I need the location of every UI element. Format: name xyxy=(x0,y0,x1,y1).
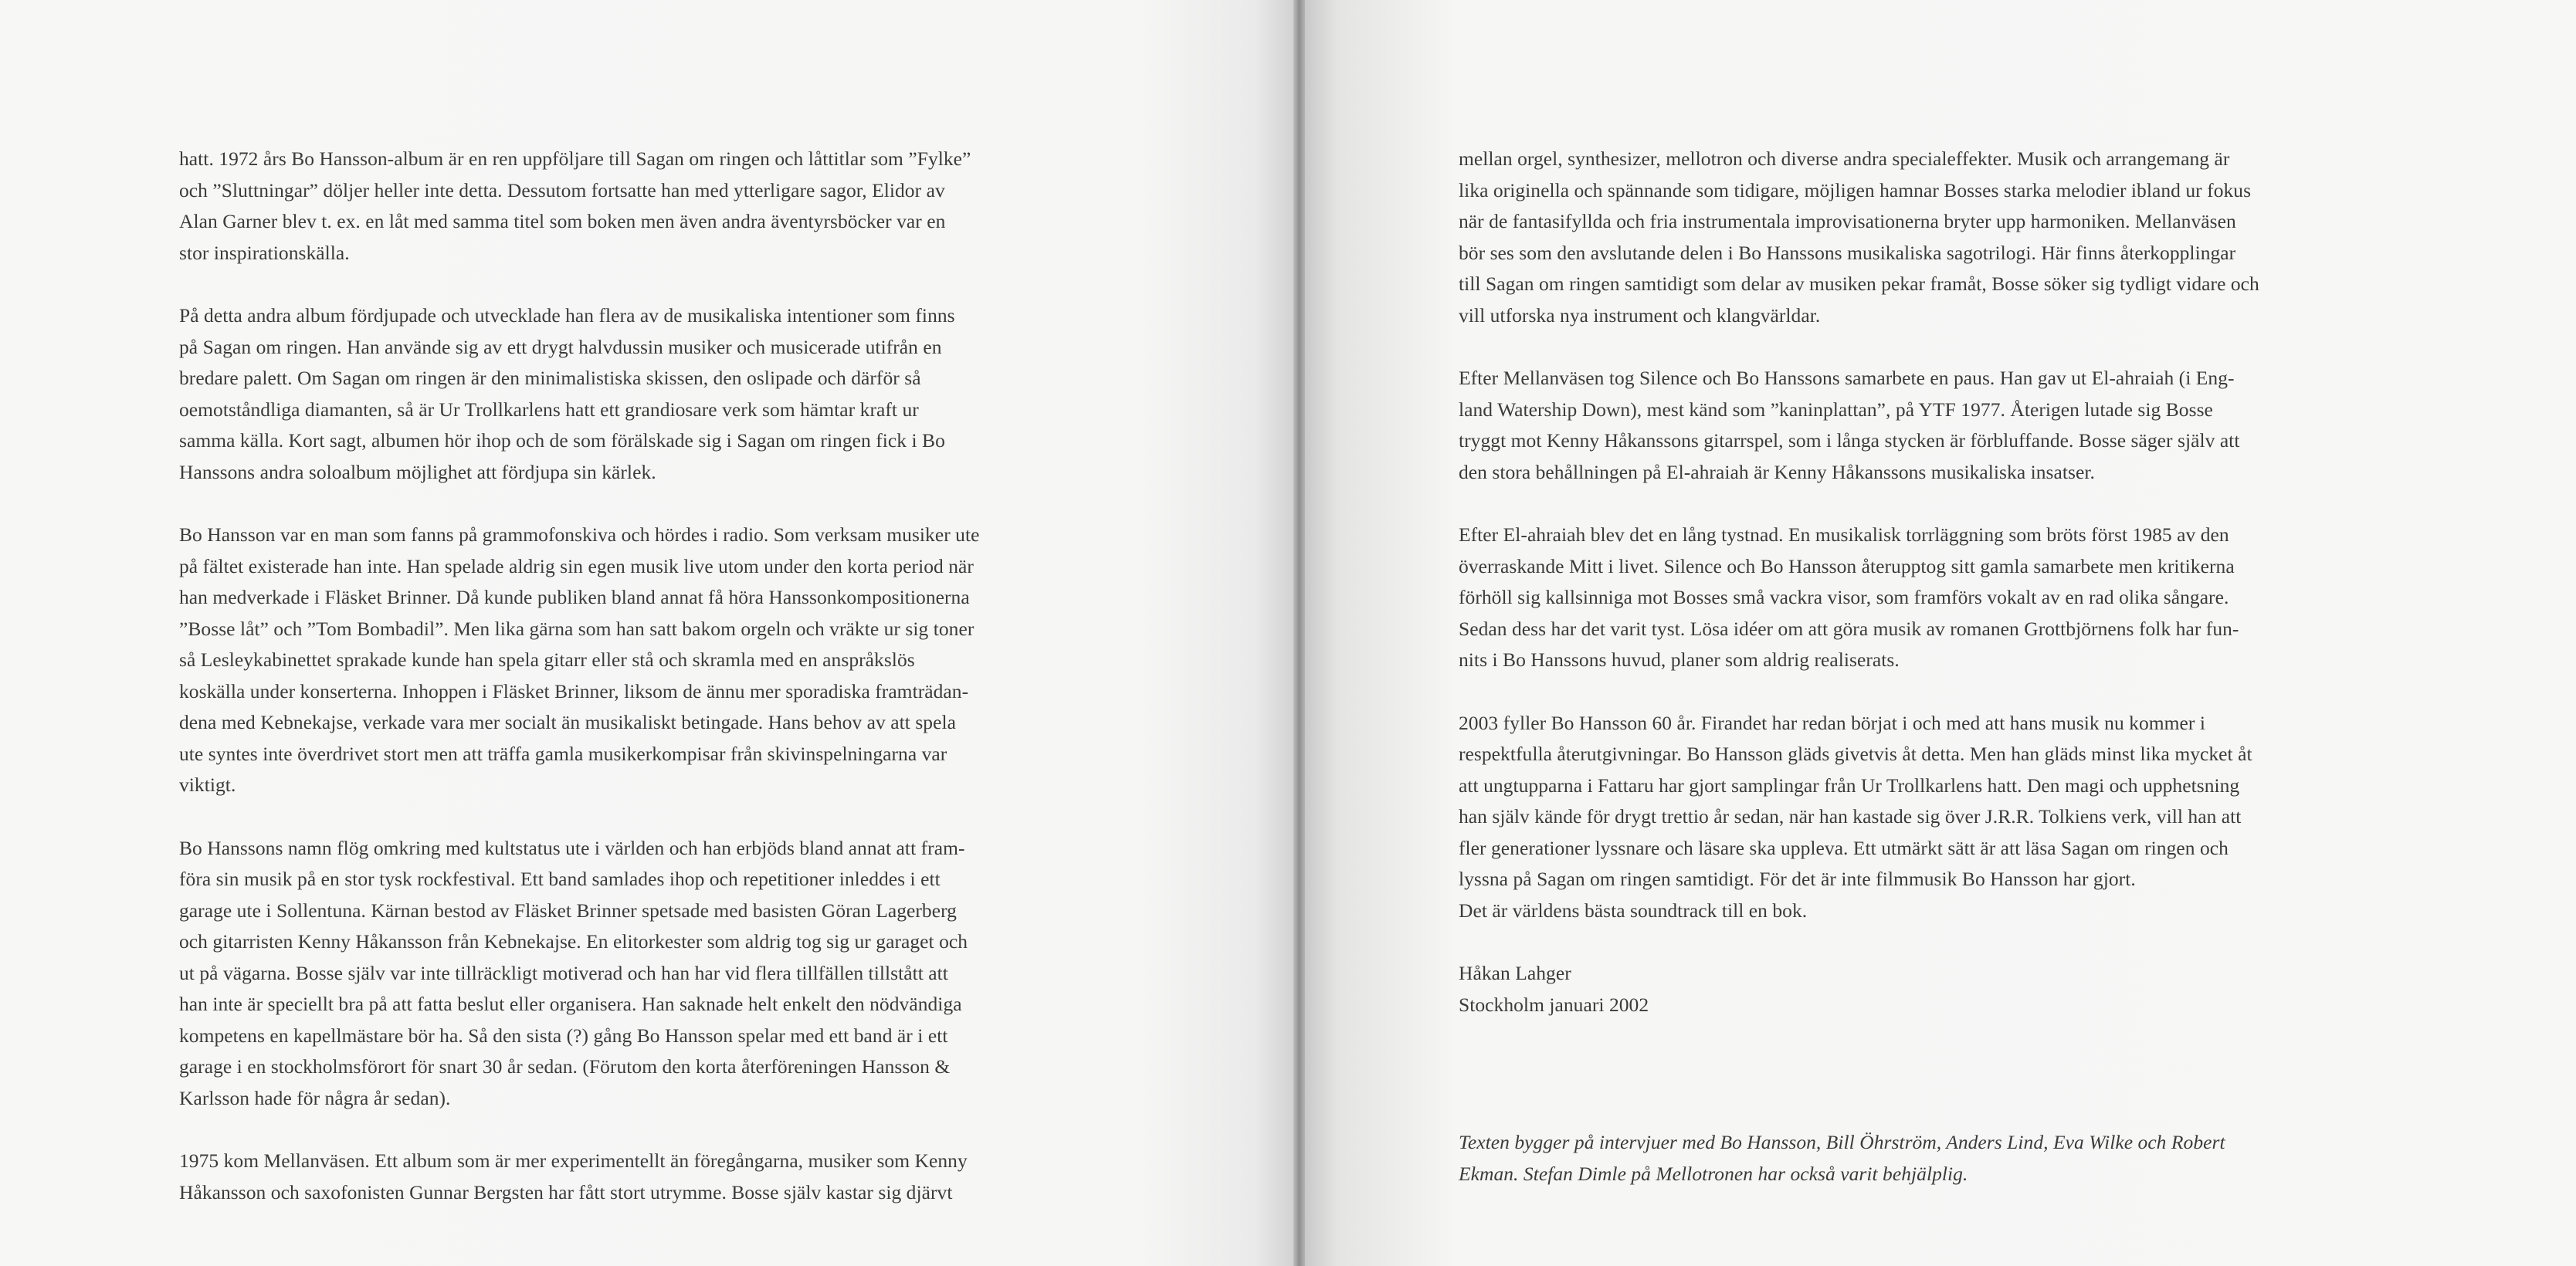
text-line: Det är världens bästa soundtrack till en bok. xyxy=(1459,899,1808,922)
text-line: hatt. 1972 års Bo Hansson-album är en ren uppföljare till Sagan om ringen och låttitlar som ”Fylke” xyxy=(179,147,971,170)
text-line: viktigt. xyxy=(179,773,236,796)
text-line: Håkansson och saxofonisten Gunnar Bergsten har fått stort utrymme. Bosse själv kastar sig djärvt xyxy=(179,1180,953,1203)
text-line: oemotståndliga diamanten, så är Ur Trollkarlens hatt ett grandiosare verk som hämtar kraft ur xyxy=(179,398,919,421)
text-line: att ungtupparna i Fattaru har gjort samplingar från Ur Trollkarlens hatt. Den magi och upphetsning xyxy=(1459,773,2240,797)
text-line: garage i en stockholmsförort för snart 30 år sedan. (Förutom den korta återföreningen Hansson & xyxy=(179,1055,951,1078)
left-paragraph-5 xyxy=(179,1146,1152,1208)
text-line: 1975 kom Mellanväsen. Ett album som är mer experimentellt än föregångarna, musiker som Kenny xyxy=(179,1149,968,1172)
left-paragraph-2 xyxy=(179,300,1152,488)
text-line: den stora behållningen på El-ahraiah är Kenny Håkanssons musikaliska insatser. xyxy=(1459,460,2095,483)
right-paragraph-1 xyxy=(1459,144,2428,331)
credit-note xyxy=(1459,1127,2428,1190)
text-line: lyssna på Sagan om ringen samtidigt. För det är inte filmmusik Bo Hansson har gjort. xyxy=(1459,868,2136,890)
text-line: nits i Bo Hanssons huvud, planer som aldrig realiserats. xyxy=(1459,648,1900,671)
text-line: Efter El-ahraiah blev det en lång tystnad. En musikalisk torrläggning som bröts först 1985 av den xyxy=(1459,523,2229,546)
text-line: På detta andra album fördjupade och utvecklade han flera av de musikaliska intentioner som finns xyxy=(179,304,955,327)
text-line: till Sagan om ringen samtidigt som delar av musiken pekar framåt, Bosse söker sig tydligt vidare och xyxy=(1459,272,2259,295)
text-line: land Watership Down), mest känd som ”kaninplattan”, på YTF 1977. Återigen lutade sig Bosse xyxy=(1459,398,2213,421)
text-line: föra sin musik på en stor tysk rockfestival. Ett band samlades ihop och repetitioner inleddes i ett xyxy=(179,868,941,890)
text-line: Texten bygger på intervjuer med Bo Hansson, Bill Öhrström, Anders Lind, Eva Wilke och Robert xyxy=(1459,1131,2225,1153)
text-line: ”Bosse låt” och ”Tom Bombadil”. Men lika gärna som han satt bakom orgeln och vräkte ur sig toner xyxy=(179,617,974,640)
text-line: Hanssons andra soloalbum möjlighet att fördjupa sin kärlek. xyxy=(179,460,656,483)
text-line: samma källa. Kort sagt, albumen hör ihop och de som förälskade sig i Sagan om ringen fick i Bo xyxy=(179,429,945,452)
text-line: Efter Mellanväsen tog Silence och Bo Hanssons samarbete en paus. Han gav ut El-ahraiah (i Eng- xyxy=(1459,367,2235,389)
text-line: garage ute i Sollentuna. Kärnan bestod av Fläsket Brinner spetsade med basisten Göran Lagerberg xyxy=(179,899,957,922)
text-line: fler generationer lyssnare och läsare ska uppleva. Ett utmärkt sätt är att läsa Sagan om ringen och xyxy=(1459,836,2229,859)
signature-block xyxy=(1459,958,2428,1021)
text-line: ut på vägarna. Bosse själv var inte tillräckligt motiverad och han har vid flera tillfällen tillstått att xyxy=(179,961,948,984)
text-line: Ekman. Stefan Dimle på Mellotronen har också varit behjälplig. xyxy=(1459,1162,1968,1185)
text-line: Sedan dess har det varit tyst. Lösa idéer om att göra musik av romanen Grottbjörnens folk har fun- xyxy=(1459,617,2239,640)
text-line: mellan orgel, synthesizer, mellotron och diverse andra specialeffekter. Musik och arrangemang är xyxy=(1459,147,2230,170)
left-paragraph-4 xyxy=(179,833,1152,1115)
place-date: Stockholm januari 2002 xyxy=(1459,993,1649,1016)
right-text-column xyxy=(1459,144,2428,1221)
text-line: så Lesleykabinettet sprakade kunde han spela gitarr eller stå och skramla med en anspråkslös xyxy=(179,648,915,671)
book-gutter xyxy=(1293,0,1305,1266)
left-text-column xyxy=(179,144,1152,1240)
text-line: Bo Hansson var en man som fanns på grammofonskiva och hördes i radio. Som verksam musiker ute xyxy=(179,523,980,546)
right-paragraph-2 xyxy=(1459,363,2428,488)
text-line: dena med Kebnekajse, verkade vara mer socialt än musikaliskt betingade. Hans behov av att spela xyxy=(179,711,956,733)
right-paragraph-3 xyxy=(1459,520,2428,676)
text-line: förhöll sig kallsinniga mot Bosses små vackra visor, som framförs vokalt av en rad olika sångare. xyxy=(1459,586,2229,608)
text-line: Karlsson hade för några år sedan). xyxy=(179,1086,451,1109)
right-paragraph-4 xyxy=(1459,708,2428,927)
text-line: vill utforska nya instrument och klangvärldar. xyxy=(1459,303,1821,327)
text-line: han själv kände för drygt trettio år sedan, när han kastade sig över J.R.R. Tolkiens verk, vill han att xyxy=(1459,805,2242,828)
text-line: ute syntes inte överdrivet stort men att träffa gamla musikerkompisar från skivinspelningarna var xyxy=(179,742,947,765)
text-line: och ”Sluttningar” döljer heller inte detta. Dessutom fortsatte han med ytterligare sagor, Elidor av xyxy=(179,178,945,201)
text-line: Alan Garner blev t. ex. en låt med samma titel som boken men även andra äventyrsböcker var en xyxy=(179,210,946,232)
text-line: tryggt mot Kenny Håkanssons gitarrspel, som i långa stycken är förbluffande. Bosse säger själv att xyxy=(1459,429,2240,452)
text-line: han medverkade i Fläsket Brinner. Då kunde publiken bland annat få höra Hanssonkompositionerna xyxy=(179,586,970,608)
author-name: Håkan Lahger xyxy=(1459,962,1571,984)
text-line: respektfulla återutgivningar. Bo Hansson gläds givetvis åt detta. Men han gläds minst lika mycket åt xyxy=(1459,743,2252,765)
text-line: bör ses som den avslutande delen i Bo Hanssons musikaliska sagotrilogi. Här finns återkopplingar xyxy=(1459,241,2236,264)
text-line: överraskande Mitt i livet. Silence och Bo Hansson återupptog sitt gamla samarbete men kritikerna xyxy=(1459,554,2235,577)
left-paragraph-1 xyxy=(179,144,1152,269)
text-line: på fältet existerade han inte. Han spelade aldrig sin egen musik live utom under den korta period när xyxy=(179,554,974,577)
text-line: på Sagan om ringen. Han använde sig av ett drygt halvdussin musiker och musicerade utifrån en xyxy=(179,335,942,358)
text-line: och gitarristen Kenny Håkansson från Kebnekajse. En elitorkester som aldrig tog sig ur garaget och xyxy=(179,930,968,953)
text-line: lika originella och spännande som tidigare, möjligen hamnar Bosses starka melodier ibland ur fokus xyxy=(1459,178,2252,201)
text-line: kompetens en kapellmästare bör ha. Så den sista (?) gång Bo Hansson spelar med ett band är i ett xyxy=(179,1024,948,1047)
text-line: stor inspirationskälla. xyxy=(179,241,350,264)
text-line: han inte är speciellt bra på att fatta beslut eller organisera. Han saknade helt enkelt den nödvändiga xyxy=(179,993,962,1015)
text-line: när de fantasifyllda och fria instrumentala improvisationerna bryter upp harmoniken. Mellanväsen xyxy=(1459,210,2236,232)
text-line: Bo Hanssons namn flög omkring med kultstatus ute i världen och han erbjöds bland annat att fram- xyxy=(179,836,965,859)
text-line: koskälla under konserterna. Inhoppen i Fläsket Brinner, liksom de ännu mer sporadiska framträdan- xyxy=(179,679,969,702)
text-line: 2003 fyller Bo Hansson 60 år. Firandet har redan börjat i och med att hans musik nu kommer i xyxy=(1459,711,2206,734)
text-line: bredare palett. Om Sagan om ringen är den minimalistiska skissen, den oslipade och därför så xyxy=(179,367,921,389)
left-paragraph-3 xyxy=(179,520,1152,801)
